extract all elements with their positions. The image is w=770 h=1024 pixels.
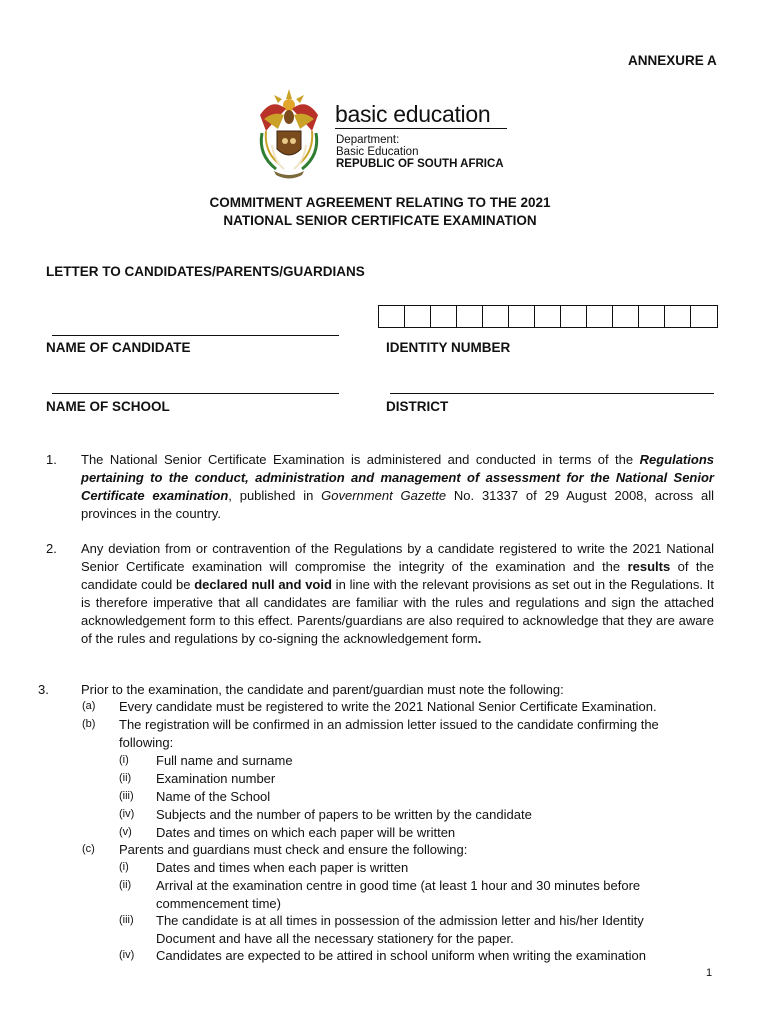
page-number: 1 bbox=[706, 967, 713, 979]
candidate-name-line[interactable] bbox=[52, 335, 339, 336]
id-digit-box[interactable] bbox=[379, 306, 405, 327]
item-3a-text: Every candidate must be registered to write the 2021 National Senior Certificate Examination. bbox=[119, 699, 657, 714]
list-item-label: (i) bbox=[119, 861, 129, 873]
item-3-intro: Prior to the examination, the candidate and parent/guardian must note the following: bbox=[81, 682, 564, 697]
heading-line-1: COMMITMENT AGREEMENT RELATING TO THE 2021 bbox=[209, 195, 551, 210]
id-digit-box[interactable] bbox=[483, 306, 509, 327]
heading-line-2: NATIONAL SENIOR CERTIFICATE EXAMINATION bbox=[223, 213, 537, 228]
id-digit-box[interactable] bbox=[639, 306, 665, 327]
id-digit-box[interactable] bbox=[587, 306, 613, 327]
id-digit-box[interactable] bbox=[613, 306, 639, 327]
list-item-label: (i) bbox=[119, 754, 129, 766]
letter-title: LETTER TO CANDIDATES/PARENTS/GUARDIANS bbox=[46, 264, 365, 279]
id-digit-box[interactable] bbox=[509, 306, 535, 327]
list-item: Arrival at the examination centre in good time (at least 1 hour and 30 minutes before bbox=[156, 878, 641, 893]
list-item-label: (ii) bbox=[119, 879, 132, 891]
list-item: Dates and times on which each paper will be written bbox=[156, 825, 456, 840]
id-digit-box[interactable] bbox=[691, 306, 717, 327]
list-item-label: (v) bbox=[119, 826, 132, 838]
id-digit-box[interactable] bbox=[431, 306, 457, 327]
list-item: Full name and surname bbox=[156, 753, 293, 768]
item-2-number: 2. bbox=[46, 541, 57, 556]
identity-number-label: IDENTITY NUMBER bbox=[386, 340, 511, 355]
brand-divider bbox=[335, 128, 507, 129]
item-1-number: 1. bbox=[46, 452, 57, 467]
list-item-cont: Document and have all the necessary stationery for the paper. bbox=[156, 931, 514, 946]
candidate-name-label: NAME OF CANDIDATE bbox=[46, 340, 191, 355]
coat-of-arms-logo bbox=[252, 85, 326, 181]
list-item: The candidate is at all times in possession of the admission letter and his/her Identity bbox=[156, 913, 644, 928]
id-digit-box[interactable] bbox=[535, 306, 561, 327]
brand-title: basic education bbox=[335, 101, 491, 127]
list-item-label: (iv) bbox=[119, 949, 135, 961]
item-3b-label: (b) bbox=[82, 718, 96, 730]
list-item: Examination number bbox=[156, 771, 276, 786]
identity-number-boxes[interactable] bbox=[378, 305, 718, 328]
district-label: DISTRICT bbox=[386, 399, 449, 414]
list-item-label: (iv) bbox=[119, 808, 135, 820]
school-name-label: NAME OF SCHOOL bbox=[46, 399, 170, 414]
brand-department: Department: bbox=[336, 134, 400, 146]
item-3c-text: Parents and guardians must check and ensure the following: bbox=[119, 842, 468, 857]
list-item-cont: commencement time) bbox=[156, 896, 281, 911]
list-item: Dates and times when each paper is written bbox=[156, 860, 409, 875]
list-item: Candidates are expected to be attired in school uniform when writing the examination bbox=[156, 948, 646, 963]
item-1-text: The National Senior Certificate Examination is administered and conducted in terms of the Regulations pertaining to the conduct, administration and management of assessment for the National Senior Certificate examination, published in Government Gazette No. 31337 of 29 August 2008, across all provinces in the country. bbox=[81, 452, 714, 521]
list-item-label: (iii) bbox=[119, 790, 134, 802]
item-3-number: 3. bbox=[38, 682, 49, 697]
id-digit-box[interactable] bbox=[665, 306, 691, 327]
school-name-line[interactable] bbox=[52, 393, 339, 394]
list-item: Name of the School bbox=[156, 789, 271, 804]
id-digit-box[interactable] bbox=[405, 306, 431, 327]
item-3b-text: The registration will be confirmed in an admission letter issued to the candidate confirming the bbox=[119, 717, 659, 732]
district-line[interactable] bbox=[390, 393, 714, 394]
id-digit-box[interactable] bbox=[561, 306, 587, 327]
item-3b-text-cont: following: bbox=[119, 735, 174, 750]
item-3c-label: (c) bbox=[82, 843, 95, 855]
list-item: Subjects and the number of papers to be written by the candidate bbox=[156, 807, 532, 822]
item-2-text: Any deviation from or contravention of the Regulations by a candidate registered to write the 2021 National Senior Certificate examination will compromise the integrity of the examination and the results of the candidate could be declared null and void in line with the relevant provisions as set out in the Regulations. It is therefore imperative that all candidates are familiar with the rules and regulations and sign the attached acknowledgement form to this effect. Parents/guardians are also required to acknowledge that they are aware of the rules and regulations by co-signing the acknowledgement form. bbox=[81, 541, 714, 646]
item-3a-label: (a) bbox=[82, 700, 96, 712]
id-digit-box[interactable] bbox=[457, 306, 483, 327]
list-item-label: (ii) bbox=[119, 772, 132, 784]
brand-country: REPUBLIC OF SOUTH AFRICA bbox=[336, 158, 504, 170]
list-item-label: (iii) bbox=[119, 914, 134, 926]
annexure-label: ANNEXURE A bbox=[628, 53, 717, 68]
brand-department-name: Basic Education bbox=[336, 146, 419, 158]
